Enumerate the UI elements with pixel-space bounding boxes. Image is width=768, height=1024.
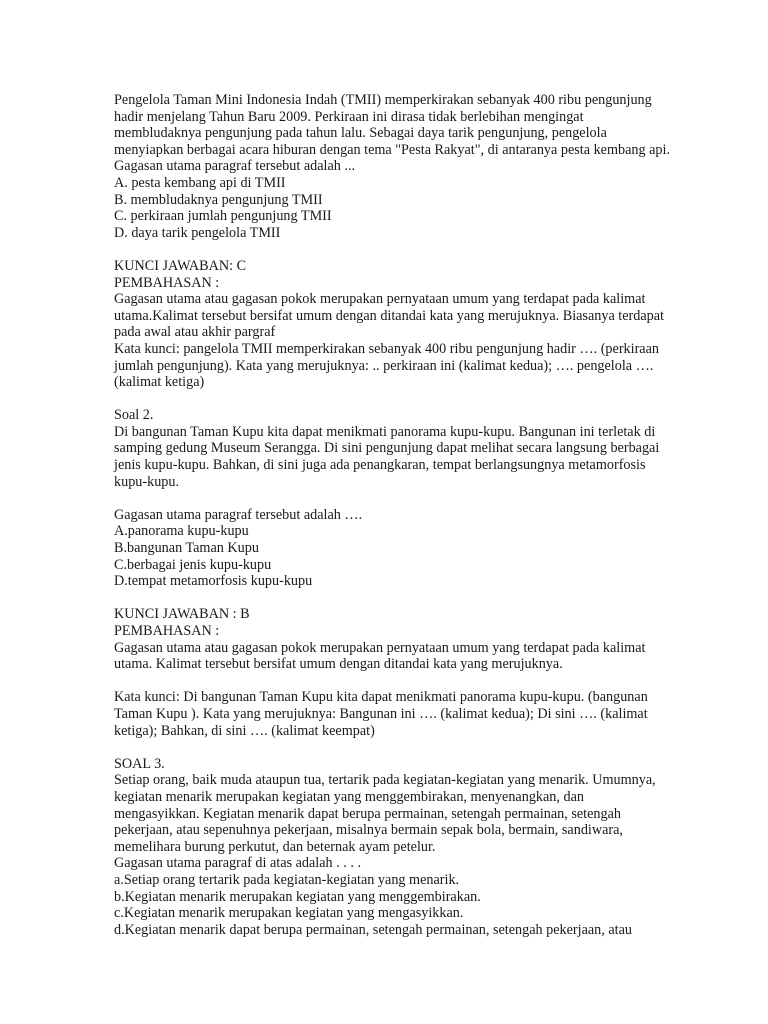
- text-line: kegiatan menarik merupakan kegiatan yang menggembirakan, menyenangkan, dan: [114, 788, 584, 805]
- blank-line: [114, 590, 659, 607]
- text-line: memelihara burung perkutut, dan beternak ayam petelur.: [114, 838, 436, 855]
- text-line: Taman Kupu ). Kata yang merujuknya: Bangunan ini …. (kalimat kedua); Di sini …. (kalimat: [114, 705, 648, 722]
- text-line: PEMBAHASAN :: [114, 274, 220, 291]
- text-line: ketiga); Bahkan, di sini …. (kalimat keempat): [114, 722, 375, 739]
- text-line: pekerjaan, atau sepenuhnya pekerjaan, misalnya bermain sepak bola, bermain, sandiwara,: [114, 822, 623, 839]
- blank-line: [114, 739, 659, 756]
- text-line: samping gedung Museum Serangga. Di sini pengunjung dapat melihat secara langsung berbagai: [114, 440, 660, 457]
- text-line: B.bangunan Taman Kupu: [114, 540, 259, 557]
- text-line: b.Kegiatan menarik merupakan kegiatan yang menggembirakan.: [114, 888, 481, 905]
- text-line: C. perkiraan jumlah pengunjung TMII: [114, 208, 332, 225]
- blank-line: [114, 490, 659, 507]
- blank-line: [114, 241, 659, 258]
- text-line: c.Kegiatan menarik merupakan kegiatan yang mengasyikkan.: [114, 905, 464, 922]
- text-line: D. daya tarik pengelola TMII: [114, 224, 281, 241]
- text-line: a.Setiap orang tertarik pada kegiatan-kegiatan yang menarik.: [114, 871, 460, 888]
- document-text: [114, 92, 671, 938]
- text-line: Gagasan utama paragraf tersebut adalah ...: [114, 158, 356, 175]
- text-line: SOAL 3.: [114, 755, 165, 772]
- text-line: hadir menjelang Tahun Baru 2009. Perkiraan ini dirasa tidak berlebihan mengingat: [114, 108, 584, 125]
- blank-line: [114, 673, 659, 690]
- text-line: d.Kegiatan menarik dapat berupa permainan, setengah permainan, setengah pekerjaan, atau: [114, 921, 633, 938]
- text-line: (kalimat ketiga): [114, 374, 205, 391]
- text-line: Gagasan utama atau gagasan pokok merupakan pernyataan umum yang terdapat pada kalimat: [114, 291, 646, 308]
- text-line: Kata kunci: pangelola TMII memperkirakan sebanyak 400 ribu pengunjung hadir …. (perkiraan: [114, 340, 659, 357]
- text-line: KUNCI JAWABAN: C: [114, 257, 247, 274]
- text-line: membludaknya pengunjung pada tahun lalu. Sebagai daya tarik pengunjung, pengelola: [114, 125, 607, 142]
- text-line: pada awal atau akhir pargraf: [114, 324, 276, 341]
- text-line: Gagasan utama paragraf di atas adalah . . . .: [114, 855, 361, 872]
- text-line: A.panorama kupu-kupu: [114, 523, 249, 540]
- text-line: menyiapkan berbagai acara hiburan dengan tema "Pesta Rakyat", di antaranya pesta kembang api.: [114, 141, 671, 158]
- text-line: D.tempat metamorfosis kupu-kupu: [114, 573, 313, 590]
- text-line: kupu-kupu.: [114, 473, 180, 490]
- text-line: KUNCI JAWABAN : B: [114, 606, 250, 623]
- text-line: Pengelola Taman Mini Indonesia Indah (TMII) memperkirakan sebanyak 400 ribu pengunjung: [114, 92, 652, 108]
- text-line: jenis kupu-kupu. Bahkan, di sini juga ada penangkaran, tempat berlangsungnya metamorfosis: [114, 457, 646, 474]
- blank-line: [114, 391, 659, 408]
- text-line: Setiap orang, baik muda ataupun tua, tertarik pada kegiatan-kegiatan yang menarik. Umumnya,: [114, 772, 656, 789]
- text-line: utama. Kalimat tersebut bersifat umum dengan ditandai kata yang merujuknya.: [114, 656, 563, 673]
- text-line: PEMBAHASAN :: [114, 623, 220, 639]
- text-line: C.berbagai jenis kupu-kupu: [114, 556, 272, 573]
- text-line: mengasyikkan. Kegiatan menarik dapat berupa permainan, setengah permainan, setengah: [114, 805, 622, 822]
- text-line: Soal 2.: [114, 407, 154, 424]
- text-line: Gagasan utama paragraf tersebut adalah ….: [114, 506, 363, 523]
- text-line: Gagasan utama atau gagasan pokok merupakan pernyataan umum yang terdapat pada kalimat: [114, 639, 646, 656]
- text-line: A. pesta kembang api di TMII: [114, 174, 286, 191]
- text-line: utama.Kalimat tersebut bersifat umum dengan ditandai kata yang merujuknya. Biasanya terdapat: [114, 307, 664, 324]
- text-line: Di bangunan Taman Kupu kita dapat menikmati panorama kupu-kupu. Bangunan ini terletak di: [114, 423, 656, 440]
- text-line: jumlah pengunjung). Kata yang merujuknya: .. perkiraan ini (kalimat kedua); …. pengelola ….: [114, 357, 654, 374]
- text-line: Kata kunci: Di bangunan Taman Kupu kita dapat menikmati panorama kupu-kupu. (bangunan: [114, 689, 648, 706]
- text-line: B. membludaknya pengunjung TMII: [114, 191, 323, 208]
